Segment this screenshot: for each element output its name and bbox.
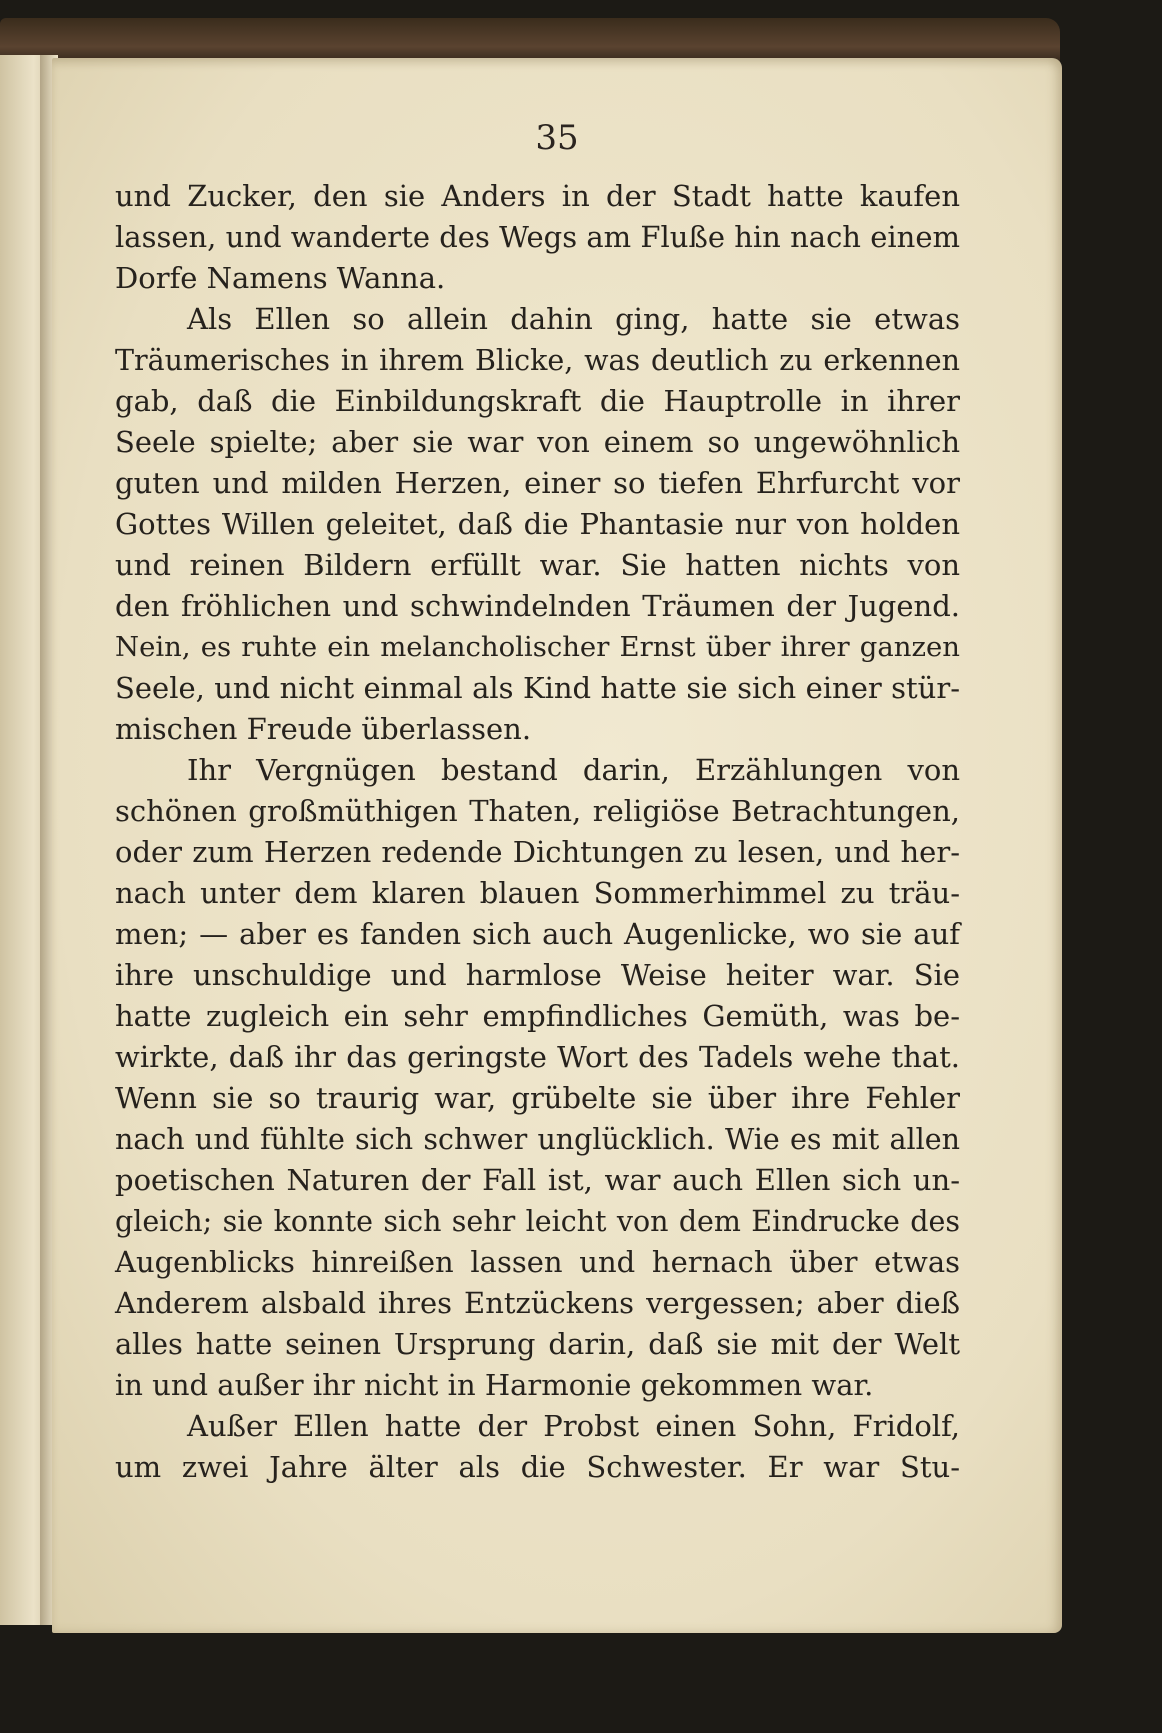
text-line: wirkte, daß ihr das geringste Wort des Tadels wehe that.	[115, 1040, 960, 1074]
text-line: Dorfe Namens Wanna.	[115, 261, 446, 295]
text-line: in und außer ihr nicht in Harmonie gekommen war.	[115, 1368, 874, 1402]
text-line: Seele, und nicht einmal als Kind hatte sie sich einer stür-	[115, 671, 960, 705]
text-line: den fröhlichen und schwindelnden Träumen der Jugend.	[115, 589, 960, 623]
text-line: gleich; sie konnte sich sehr leicht von dem Eindrucke des	[115, 1205, 960, 1238]
text-line: Außer Ellen hatte der Probst einen Sohn, Fridolf,	[187, 1409, 960, 1443]
text-line: oder zum Herzen redende Dichtungen zu lesen, und her-	[115, 835, 960, 869]
text-line: Träumerisches in ihrem Blicke, was deutlich zu erkennen	[115, 344, 960, 377]
text-line: Seele spielte; aber sie war von einem so ungewöhnlich	[115, 425, 960, 459]
text-line: Ihr Vergnügen bestand darin, Erzählungen von	[187, 753, 960, 787]
text-line: nach und fühlte sich schwer unglücklich. Wie es mit allen	[115, 1123, 960, 1156]
text-line: mischen Freude überlassen.	[115, 712, 532, 746]
text-line: um zwei Jahre älter als die Schwester. Er war Stu-	[115, 1450, 960, 1484]
text-line: alles hatte seinen Ursprung darin, daß sie mit der Welt	[115, 1327, 960, 1361]
text-line: und reinen Bildern erfüllt war. Sie hatten nichts von	[115, 548, 960, 582]
text-line: Wenn sie so traurig war, grübelte sie über ihre Fehler	[115, 1081, 960, 1115]
body-text	[115, 176, 960, 1488]
text-line: guten und milden Herzen, einer so tiefen Ehrfurcht vor	[115, 466, 960, 500]
text-line: Anderem alsbald ihres Entzückens vergessen; aber dieß	[115, 1286, 960, 1320]
text-line: Nein, es ruhte ein melancholischer Ernst über ihrer ganzen	[115, 631, 960, 663]
text-line: gab, daß die Einbildungskraft die Hauptrolle in ihrer	[115, 384, 960, 418]
book-page	[52, 58, 1062, 1633]
text-line: poetischen Naturen der Fall ist, war auch Ellen sich un-	[115, 1163, 960, 1197]
text-line: schönen großmüthigen Thaten, religiöse Betrachtungen,	[115, 794, 960, 828]
text-line: lassen, und wanderte des Wegs am Fluße hin nach einem	[115, 220, 960, 254]
text-line: Gottes Willen geleitet, daß die Phantasie nur von holden	[115, 507, 960, 541]
text-line: Augenblicks hinreißen lassen und hernach über etwas	[115, 1245, 960, 1279]
text-line: Als Ellen so allein dahin ging, hatte sie etwas	[187, 302, 960, 336]
text-line: nach unter dem klaren blauen Sommerhimmel zu träu-	[115, 876, 960, 910]
text-line: hatte zugleich ein sehr empfindliches Gemüth, was be-	[115, 999, 960, 1033]
text-line: und Zucker, den sie Anders in der Stadt hatte kaufen	[115, 179, 960, 213]
page-number: 35	[535, 118, 579, 158]
text-line: ihre unschuldige und harmlose Weise heiter war. Sie	[115, 958, 960, 992]
text-line: men; — aber es fanden sich auch Augenlicke, wo sie auf	[115, 917, 960, 951]
